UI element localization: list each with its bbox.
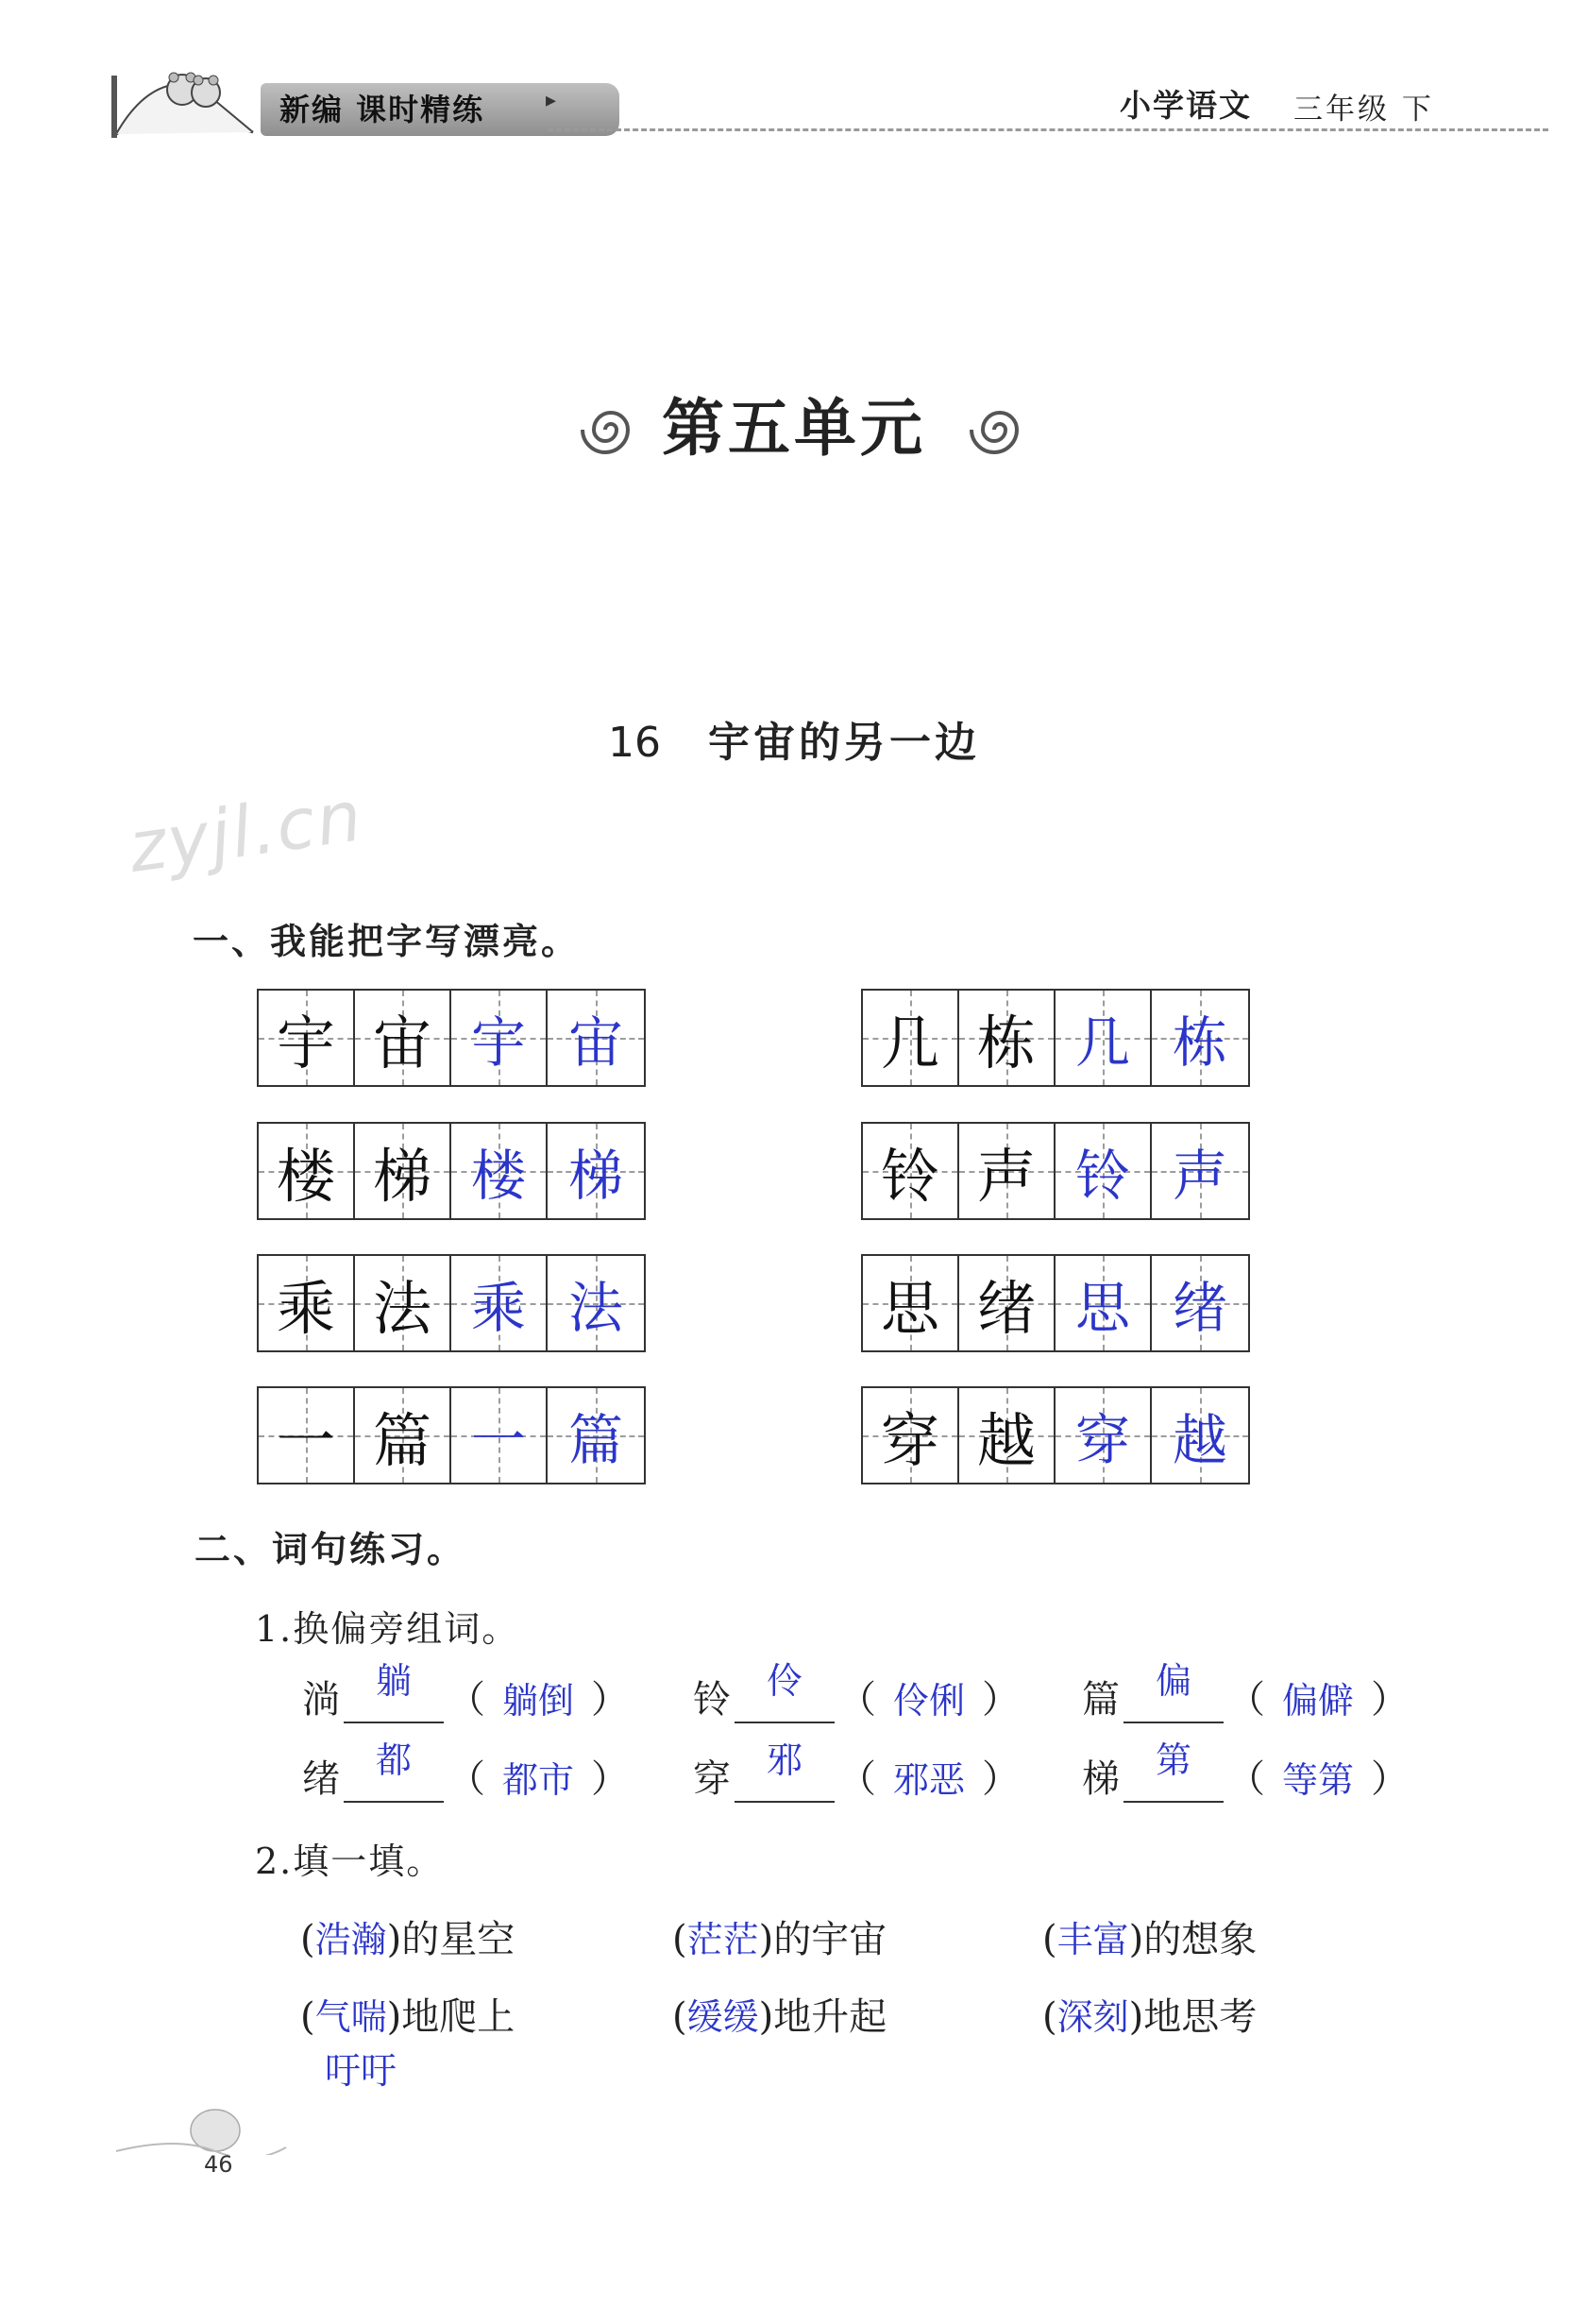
answer-blank: 伶 [735,1680,835,1723]
tian-grid-row [861,989,1250,1087]
radical-exercise-item: 穿 邪 （ 邪恶 ） [693,1739,1021,1801]
grid-cell-printed: 栋 [959,991,1056,1085]
grid-cell-answer: 几 [1056,991,1152,1085]
fill-in-item: (浩瀚)的星空 [300,1918,515,1961]
subsection-1-title: 1.换偏旁组词。 [255,1608,520,1650]
tian-grid-row [861,1254,1250,1352]
grid-cell-answer: 宙 [548,991,644,1085]
grid-cell-printed: 越 [959,1388,1056,1483]
grid-cell-printed: 几 [863,991,959,1085]
tian-grid-row [861,1386,1250,1484]
grid-cell-answer: 一 [451,1388,548,1483]
grid-cell-printed: 一 [259,1388,355,1483]
grid-cell-answer: 越 [1152,1388,1248,1483]
grid-cell-printed: 铃 [863,1124,959,1218]
fill-in-item: (气喘)地爬上 [300,1995,515,2039]
page-number-ornament-icon [111,2098,291,2155]
grid-cell-printed: 篇 [355,1388,451,1483]
tian-grid-row [257,1254,646,1352]
answer-blank: 躺 [344,1680,444,1723]
book-bears-icon [111,57,272,142]
swirl-ornament-icon [967,397,1033,463]
fill-in-item: (茫茫)的宇宙 [672,1918,887,1961]
header-subject: 小学语文 [1120,87,1252,124]
series-banner: 新编 课时精练 [261,83,619,136]
grid-cell-printed: 宇 [259,991,355,1085]
watermark: zyjl.cn [124,775,368,889]
section-2-title: 二、词句练习。 [194,1529,466,1570]
radical-exercise-item: 梯 第 （ 等第 ） [1082,1739,1410,1801]
lesson-title [0,708,1588,769]
tian-grid-row [257,1122,646,1220]
grid-cell-answer: 声 [1152,1124,1248,1218]
fill-in-item: (缓缓)地升起 [672,1995,887,2039]
grid-cell-answer: 乘 [451,1256,548,1350]
answer-blank: 都 [344,1759,444,1803]
header-grade: 三年级 下 [1293,93,1434,127]
header-series-logo [111,57,565,142]
handwritten-answer: 吁吁 [325,2050,397,2092]
grid-cell-printed: 绪 [959,1256,1056,1350]
grid-cell-answer: 梯 [548,1124,644,1218]
grid-cell-answer: 宇 [451,991,548,1085]
grid-cell-answer: 栋 [1152,991,1248,1085]
page-number: 46 [204,2151,233,2178]
grid-cell-printed: 声 [959,1124,1056,1218]
grid-cell-printed: 法 [355,1256,451,1350]
tian-grid-row [257,989,646,1087]
subsection-2-title: 2.填一填。 [255,1841,445,1882]
section-1-title: 一、我能把字写漂亮。 [193,921,581,962]
grid-cell-answer: 篇 [548,1388,644,1483]
fill-in-item: (丰富)的想象 [1042,1918,1258,1961]
tian-grid-row [861,1122,1250,1220]
fill-in-item: (深刻)地思考 [1042,1995,1258,2039]
grid-cell-printed: 穿 [863,1388,959,1483]
answer-blank: 第 [1123,1759,1224,1803]
grid-cell-printed: 梯 [355,1124,451,1218]
answer-blank: 邪 [735,1759,835,1803]
answer-blank: 偏 [1123,1680,1224,1723]
unit-title: 第五单元 [662,391,926,465]
grid-cell-printed: 宙 [355,991,451,1085]
radical-exercise-item: 绪 都 （ 都市 ） [302,1739,630,1801]
grid-cell-answer: 法 [548,1256,644,1350]
grid-cell-answer: 绪 [1152,1256,1248,1350]
grid-cell-printed: 乘 [259,1256,355,1350]
radical-exercise-item: 淌 躺 （ 躺倒 ） [302,1660,630,1722]
lesson-number: 16 [608,719,661,767]
grid-cell-answer: 穿 [1056,1388,1152,1483]
grid-cell-answer: 铃 [1056,1124,1152,1218]
grid-cell-printed: 思 [863,1256,959,1350]
grid-cell-answer: 思 [1056,1256,1152,1350]
lesson-name: 宇宙的另一边 [708,719,980,767]
grid-cell-printed: 楼 [259,1124,355,1218]
radical-exercise-item: 铃 伶 （ 伶俐 ） [693,1660,1021,1722]
tian-grid-row [257,1386,646,1484]
header-divider [548,128,1548,131]
radical-exercise-item: 篇 偏 （ 偏僻 ） [1082,1660,1410,1722]
triangle-right-icon: ▸ [546,89,557,112]
grid-cell-answer: 楼 [451,1124,548,1218]
